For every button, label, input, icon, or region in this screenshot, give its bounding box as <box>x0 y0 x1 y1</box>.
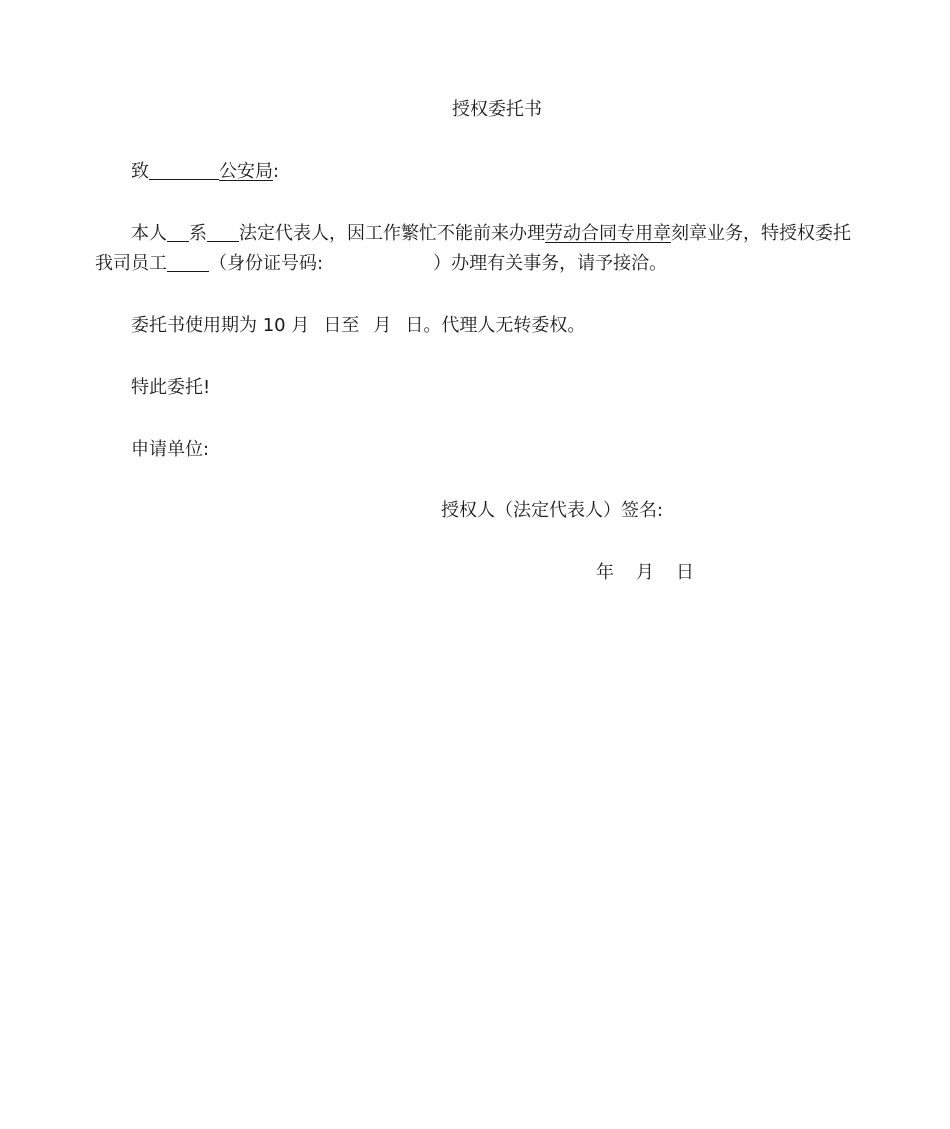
signature-label: 授权人（法定代表人）签名: <box>441 500 664 521</box>
validity-text-2: 日至 <box>323 315 360 336</box>
validity-text-1: 委托书使用期为 10 月 <box>131 315 310 336</box>
body-paragraph-line-1 <box>131 222 851 246</box>
applicant-label: 申请单位: <box>131 439 210 460</box>
validity-text-4: 日。代理人无转委权。 <box>405 315 586 336</box>
applicant-line <box>131 438 209 462</box>
date-month: 月 <box>636 562 654 583</box>
body-text-3: 法定代表人，因工作繁忙不能前来办理 <box>239 223 545 244</box>
title-text: 授权委托书 <box>452 99 542 120</box>
date-day: 日 <box>676 562 694 583</box>
document-title <box>452 98 542 122</box>
addressee-line <box>131 160 279 184</box>
addressee-prefix: 致 <box>131 161 149 182</box>
principal-name-blank[interactable] <box>167 223 189 242</box>
body-paragraph-line-2 <box>95 252 667 276</box>
body-text-7: ）办理有关事务，请予接洽。 <box>433 253 668 274</box>
seal-business-type: 劳动合同专用章 <box>545 223 671 244</box>
date-line <box>596 561 694 585</box>
company-name-blank[interactable] <box>207 223 239 242</box>
signature-line <box>441 499 663 523</box>
addressee-bureau: 公安局 <box>219 161 273 182</box>
date-year: 年 <box>596 562 614 583</box>
closing-text: 特此委托! <box>131 377 211 398</box>
body-text-4: 刻章业务，特授权委托 <box>671 223 851 244</box>
body-text-6: （身份证号码: <box>209 253 324 274</box>
addressee-blank[interactable] <box>149 161 219 180</box>
addressee-colon: : <box>273 161 280 182</box>
validity-line <box>131 314 585 338</box>
body-text-2: 系 <box>189 223 207 244</box>
validity-text-3: 月 <box>373 315 392 336</box>
body-text-5: 我司员工 <box>95 253 167 274</box>
body-text-1: 本人 <box>131 223 167 244</box>
employee-name-blank[interactable] <box>167 253 209 272</box>
closing-line <box>131 376 210 400</box>
